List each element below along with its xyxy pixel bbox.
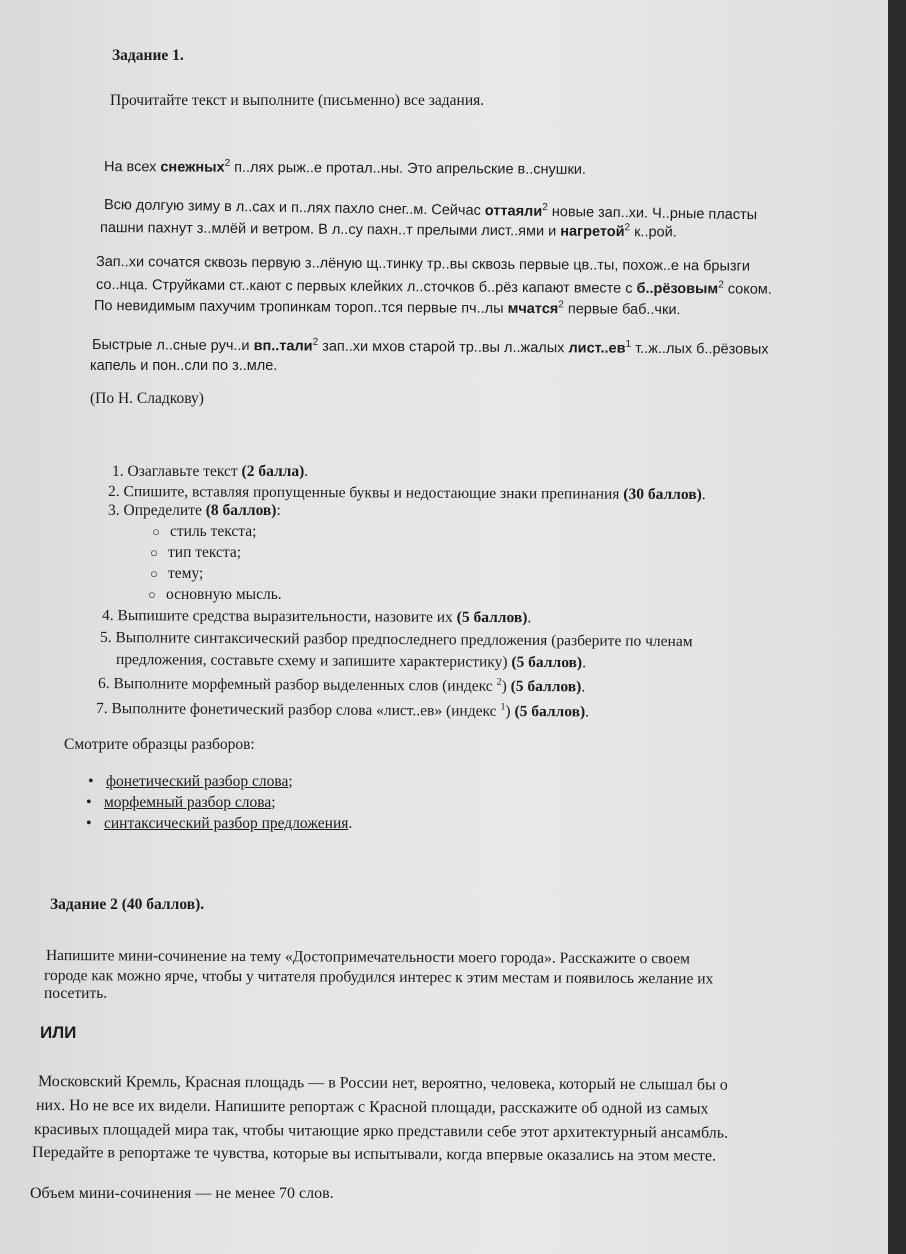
word-index: 2 <box>542 202 548 214</box>
task-text: ) <box>505 702 515 720</box>
task-item-5-line-2 <box>116 650 586 672</box>
task2-paragraph-2-line-2: них. Но не все их видели. Напишите репортаж с Красной площади, расскажите об одной из самых <box>35 1097 709 1118</box>
highlighted-word: мчатся <box>507 300 559 318</box>
morphemic-analysis-link[interactable]: морфемный разбор слова <box>104 794 272 811</box>
or-divider: ИЛИ <box>40 1023 77 1042</box>
punctuation: : <box>276 502 281 519</box>
task-points: (5 баллов) <box>510 677 582 696</box>
task-item-7 <box>96 699 589 721</box>
essay-volume-note: Объем мини-сочинения — не менее 70 слов. <box>30 1185 334 1202</box>
text-fragment: со..нца. Струйками ст..кают с первых клейких л..сточков б..рёз капают вместе с <box>95 277 637 297</box>
circle-bullet-icon: ○ <box>150 566 158 581</box>
text-fragment: По невидимым пахучим тропинкам тороп..тся первые пч..лы <box>93 298 508 317</box>
task-item-1 <box>112 462 308 481</box>
text-paragraph-4-line-2: капель и пон..сли по з..мле. <box>90 358 278 374</box>
task-number: 1. <box>112 463 124 480</box>
task-item-5-line-1 <box>100 628 693 651</box>
sample-item-syntactic <box>104 814 352 833</box>
task1-instruction: Прочитайте текст и выполните (письменно) все задания. <box>110 92 485 109</box>
task-number: 2. <box>107 483 120 501</box>
highlighted-word: лист..ев <box>568 340 626 357</box>
word-index: 2 <box>224 157 231 169</box>
task-points: (5 баллов) <box>514 702 586 721</box>
text-paragraph-1 <box>104 158 586 180</box>
task-text: предложения, составьте схему и запишите характеристику) <box>115 651 512 671</box>
text-fragment: т..ж..лых б..рёзовых <box>631 340 769 358</box>
punctuation: . <box>527 609 532 627</box>
bullet-icon: • <box>86 815 92 832</box>
task-points: (2 балла) <box>241 463 305 480</box>
text-source: (По Н. Сладкову) <box>90 390 204 407</box>
punctuation: . <box>585 703 590 721</box>
text-fragment: новые зап..хи. Ч..рные пласты <box>547 203 758 224</box>
task-text: Выполните синтаксический разбор предпоследнего предложения (разберите по членам <box>115 629 693 651</box>
subitem-main-idea: основную мысль. <box>166 586 282 603</box>
text-paragraph-2-line-2 <box>100 219 677 243</box>
task-number: 3. <box>108 502 120 519</box>
word-index: 2 <box>624 222 631 234</box>
sample-item-phonetic <box>106 772 293 791</box>
task-points: (5 баллов) <box>511 653 583 672</box>
text-fragment: соком. <box>723 281 772 298</box>
task-number: 4. <box>101 607 114 625</box>
task-number: 5. <box>99 629 112 647</box>
text-paragraph-3-line-1: Зап..хи сочатся сквозь первую з..лёную щ..тинку тр..вы сквозь первые цв..ты, похож..е на брызги <box>95 254 751 275</box>
highlighted-word: б..рёзовым <box>636 280 719 298</box>
task-text: Определите <box>123 502 206 519</box>
task-points: (30 баллов) <box>623 485 702 504</box>
subitem-type: тип текста; <box>168 544 242 561</box>
text-fragment: к..рой. <box>630 224 677 241</box>
word-index: 1 <box>625 338 632 350</box>
task-text: ) <box>501 677 511 695</box>
task-number: 6. <box>97 675 110 693</box>
circle-bullet-icon: ○ <box>150 545 158 560</box>
task2-paragraph-2-line-1: Московский Кремль, Красная площадь — в России нет, вероятно, человека, который не слышал бы о <box>37 1073 728 1094</box>
task-text: Озаглавьте текст <box>127 463 242 480</box>
text-fragment: п..лях рыж..е протал..ны. Это апрельские в..снушки. <box>230 159 586 178</box>
task-item-4 <box>102 606 531 627</box>
punctuation: ; <box>271 794 276 811</box>
task2-title: Задание 2 (40 баллов). <box>50 896 205 913</box>
task2-paragraph-2-line-3: красивых площадей мира так, чтобы читающие ярко представили себе этот архитектурный ансамбль. <box>33 1121 729 1142</box>
punctuation: . <box>348 815 353 832</box>
text-paragraph-3-line-3 <box>94 297 681 320</box>
circle-bullet-icon: ○ <box>152 524 160 539</box>
task-text: Выполните морфемный разбор выделенных слов (индекс <box>113 675 497 695</box>
task-item-3 <box>108 501 281 520</box>
phonetic-analysis-link[interactable]: фонетический разбор слова <box>106 773 289 790</box>
task1-title: Задание 1. <box>112 47 184 64</box>
task2-paragraph-1-line-2: городе как можно ярче, чтобы у читателя пробудился интерес к этим местам и появилось желание их <box>43 967 714 988</box>
task-text: Выполните фонетический разбор слова «лист..ев» (индекс <box>111 700 501 720</box>
highlighted-word: вп..тали <box>253 338 313 355</box>
highlighted-word: оттаяли <box>484 202 543 220</box>
punctuation: . <box>304 463 309 480</box>
text-fragment: пашни пахнут з..млёй и ветром. В л..су пахн..т прелыми лист..ями и <box>99 220 561 240</box>
subitem-style: стиль текста; <box>170 523 257 540</box>
highlighted-word: снежных <box>160 159 225 176</box>
task-points: (5 баллов) <box>456 608 528 627</box>
task2-paragraph-2-line-4: Передайте в репортаже те чувства, которые вы испытывали, когда впервые оказались на этом месте. <box>31 1144 717 1165</box>
word-index: 2 <box>558 299 564 311</box>
word-index: 2 <box>312 336 319 348</box>
text-fragment: зап..хи мхов старой тр..вы л..жалых <box>318 338 569 357</box>
punctuation: . <box>701 486 706 504</box>
samples-heading: Смотрите образцы разборов: <box>64 736 255 753</box>
text-fragment: На всех <box>103 159 161 176</box>
text-fragment: первые баб..чки. <box>563 301 681 319</box>
task-text: Спишите, вставляя пропущенные буквы и недостающие знаки препинания <box>123 483 624 503</box>
punctuation: ; <box>288 773 293 790</box>
syntactic-analysis-link[interactable]: синтаксический разбор предложения <box>104 815 349 832</box>
task-text: Выпишите средства выразительности, назовите их <box>117 607 457 626</box>
task-item-6 <box>98 674 585 696</box>
task-points: (8 баллов) <box>205 502 277 519</box>
word-index: 1 <box>500 701 506 713</box>
text-fragment: Быстрые л..сные руч..и <box>91 337 254 355</box>
bullet-icon: • <box>86 794 92 811</box>
punctuation: . <box>582 654 587 672</box>
text-paragraph-3-line-2 <box>96 276 772 300</box>
bullet-icon: • <box>88 773 94 790</box>
task2-paragraph-1-line-1: Напишите мини-сочинение на тему «Достопримечательности моего города». Расскажите о своем <box>45 947 690 968</box>
task-number: 7. <box>95 700 108 718</box>
word-index: 2 <box>718 279 724 291</box>
punctuation: . <box>581 678 586 696</box>
sample-item-morphemic <box>104 793 276 812</box>
subitem-theme: тему; <box>168 565 204 582</box>
text-fragment: Всю долгую зиму в л..сах и п..лях пахло снег..м. Сейчас <box>103 197 485 219</box>
circle-bullet-icon: ○ <box>148 587 156 602</box>
highlighted-word: нагретой <box>560 223 625 241</box>
task2-paragraph-1-line-3: посетить. <box>44 985 108 1002</box>
word-index: 2 <box>496 676 502 688</box>
